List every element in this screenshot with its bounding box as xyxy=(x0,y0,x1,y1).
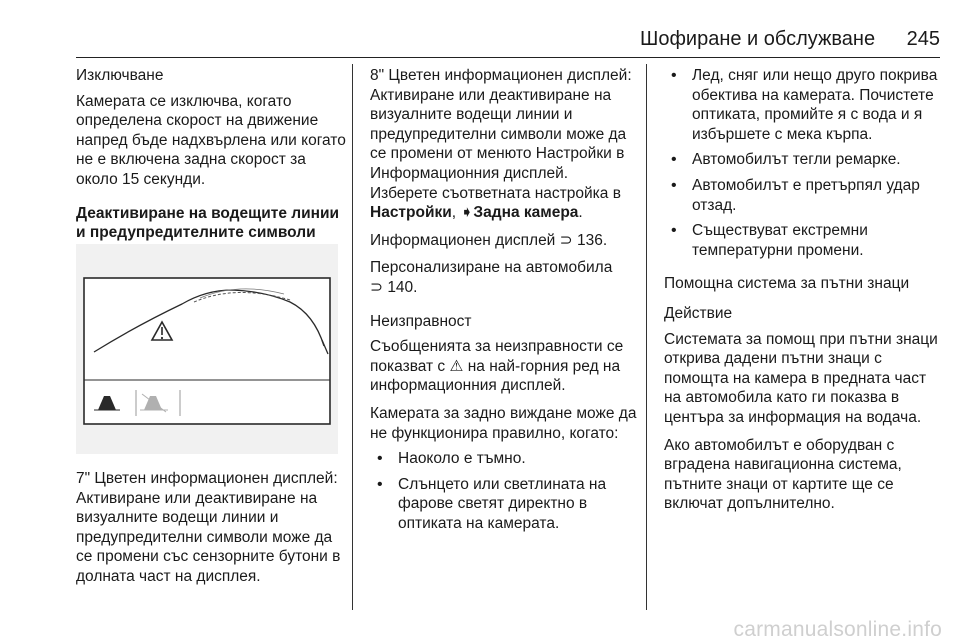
reference-personalization-page: 140. xyxy=(387,278,418,296)
list-item: • Съществуват екстремни температурни промени. xyxy=(664,221,940,260)
select-setting-text: Изберете съответната настройка в xyxy=(370,184,621,202)
page-ref-icon: ⊃ xyxy=(559,231,573,249)
header-rule xyxy=(76,57,940,58)
subheading-deactivate: Деактивиране на водещите линии и предупредителните символи xyxy=(76,204,340,242)
reference-personalization xyxy=(370,258,640,297)
watermark: carmanualsonline.info xyxy=(733,618,942,641)
reference-info-display-page: 136. xyxy=(576,231,608,249)
reference-personalization-text: Персонализиране на автомобила xyxy=(370,259,613,277)
list-item: • Автомобилът тегли ремарке. xyxy=(664,150,940,170)
fault-messages-text-a: Съобщенията за неизправности се показват с xyxy=(370,338,624,375)
chapter-title-traffic-sign-assistant: Помощна система за пътни знаци xyxy=(664,275,910,293)
list-item: • Слънцето или светлината на фарове светят директно в оптиката на камерата. xyxy=(370,475,640,534)
bullet-list-conditions-cont xyxy=(664,66,940,260)
figure-caption: 7" Цветен информационен дисплей: Активиране или деактивиране на визуалните водещи линии и предупредителни символи може да се промени със сензорните бутони в долната част на дисплея. xyxy=(76,470,341,585)
bullet-list-conditions xyxy=(370,449,640,533)
separator-text: , xyxy=(451,204,461,222)
page-number: 245 xyxy=(906,28,940,50)
camera-display-figure xyxy=(76,244,338,454)
column-divider-2 xyxy=(646,64,647,610)
period-text: . xyxy=(578,204,583,222)
paragraph-select-setting xyxy=(370,184,640,223)
section-heading-malfunction: Неизправност xyxy=(370,312,472,330)
list-item: • Наоколо е тъмно. xyxy=(370,449,640,469)
menu-arrow-icon: ➧ xyxy=(460,204,474,222)
reference-info-display xyxy=(370,231,640,251)
paragraph-switch-off: Камерата се изключва, когато определена скорост на движение напред бъде надхвърлена или когато не е включена задна скорост за около 15 секунди. xyxy=(76,92,346,188)
paragraph-fault-messages xyxy=(370,337,640,396)
warning-triangle-icon: ⚠ xyxy=(449,357,464,375)
list-item: • Автомобилът е претърпял удар отзад. xyxy=(664,176,940,215)
rear-camera-menu-label: Задна камера xyxy=(473,204,579,222)
section-heading-switch-off: Изключване xyxy=(76,67,164,84)
running-header: Шофиране и обслужване xyxy=(640,28,876,50)
fault-messages-text-b: на най-горния ред на информационния дисплей. xyxy=(370,357,621,395)
column-2 xyxy=(370,66,640,533)
paragraph-8inch-display: 8" Цветен информационен дисплей: Активиране или деактивиране на визуалните водещи линии и предупредителни символи може да се промени от менюто Настройки в Информационния дисплей. xyxy=(370,67,632,182)
column-1 xyxy=(76,66,346,243)
column-divider-1 xyxy=(352,64,353,610)
paragraph-system-description: Системата за помощ при пътни знаци открива дадени пътни знаци с помощта на камера в предната част на автомобила като ги показва в центъра за информация на водача. xyxy=(664,330,938,426)
paragraph-navigation: Ако автомобилът е оборудван с вградена навигационна система, пътните знаци от картите ще се включат допълнително. xyxy=(664,436,902,513)
figure-caption-block xyxy=(76,469,346,587)
list-item: • Лед, сняг или нещо друго покрива обектива на камерата. Почистете оптиката, промийте я с вода и я избършете с мека кърпа. xyxy=(664,66,940,144)
section-heading-function: Действие xyxy=(664,304,733,322)
reference-info-display-text: Информационен дисплей xyxy=(370,231,560,249)
paragraph-camera-may-fail: Камерата за задно виждане може да не функционира правилно, когато: xyxy=(370,404,637,442)
column-3 xyxy=(664,62,940,514)
settings-menu-label: Настройки xyxy=(370,204,452,222)
page-ref-icon: ⊃ xyxy=(370,278,383,296)
